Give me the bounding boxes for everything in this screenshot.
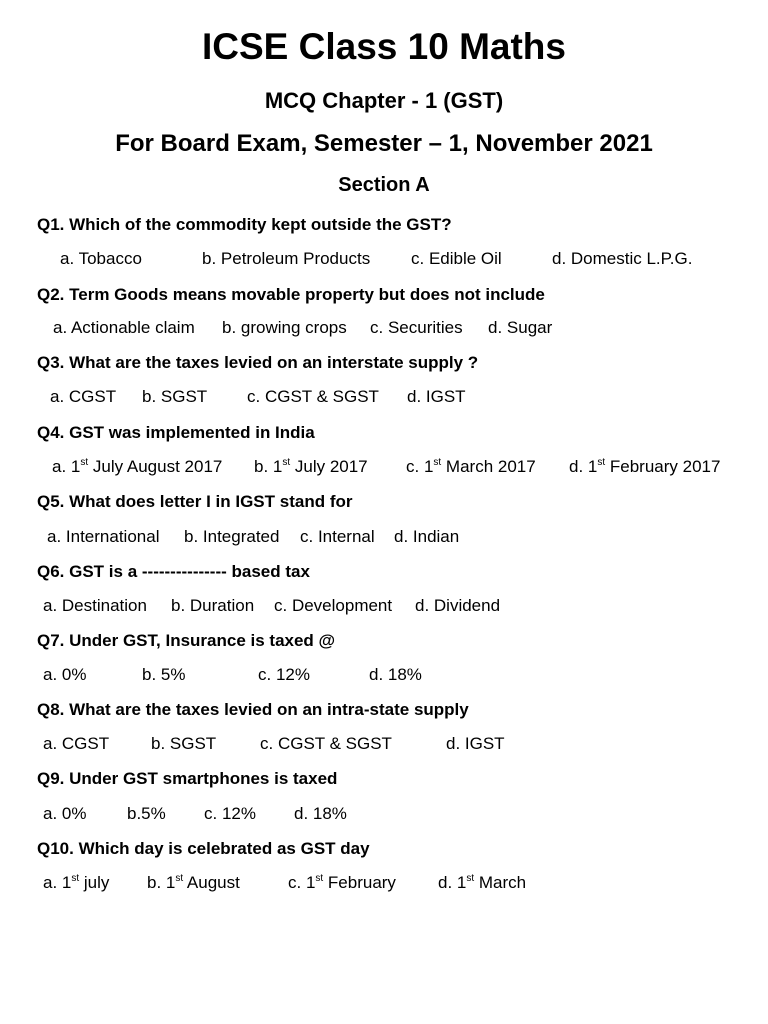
question-10-option-b <box>147 873 240 893</box>
question-9-option-a: a. 0% <box>43 804 87 823</box>
question-10-option-a-text: a. 1 <box>43 873 72 892</box>
question-1-option-c: c. Edible Oil <box>411 249 502 268</box>
question-10-option-a-sup: st <box>71 873 80 884</box>
question-9: Q9. Under GST smartphones is taxed <box>37 769 338 788</box>
question-10-option-c-text: c. 1 <box>288 873 316 892</box>
question-10-option-c-suffix: February <box>323 873 396 892</box>
question-10-option-b-sup: st <box>175 873 184 884</box>
question-5-option-a: a. International <box>47 527 160 546</box>
question-5-option-c: c. Internal <box>300 527 375 546</box>
question-6-option-b: b. Duration <box>171 596 255 615</box>
question-6: Q6. GST is a --------------- based tax <box>37 562 310 581</box>
question-4-option-b-text: b. 1 <box>254 457 283 476</box>
question-4-option-c-text: c. 1 <box>406 457 434 476</box>
question-4-option-d-sup: st <box>597 457 606 468</box>
question-10-option-d-text: d. 1 <box>438 873 467 892</box>
question-4-option-d-suffix: February 2017 <box>605 457 721 476</box>
question-10-option-a <box>43 873 109 893</box>
question-10-option-c <box>288 873 396 893</box>
question-6-option-c: c. Development <box>274 596 393 615</box>
question-10-option-b-text: b. 1 <box>147 873 176 892</box>
question-8-option-c: c. CGST & SGST <box>260 734 392 753</box>
question-7-option-a: a. 0% <box>43 665 87 684</box>
question-4: Q4. GST was implemented in India <box>37 423 315 442</box>
section-heading: Section A <box>338 174 430 196</box>
question-4-option-d <box>569 457 720 477</box>
question-2-option-c: c. Securities <box>370 318 463 337</box>
question-4-option-a-sup: st <box>80 457 89 468</box>
question-8-option-d: d. IGST <box>446 734 505 753</box>
question-1-option-d: d. Domestic L.P.G. <box>552 249 693 268</box>
question-7-option-d: d. 18% <box>369 665 422 684</box>
question-4-option-a <box>52 457 222 477</box>
question-4-option-b-sup: st <box>282 457 291 468</box>
question-10-option-d-sup: st <box>466 873 475 884</box>
question-2: Q2. Term Goods means movable property but does not include <box>37 285 545 304</box>
question-4-option-a-suffix: July August 2017 <box>88 457 223 476</box>
question-3-option-d: d. IGST <box>407 387 466 406</box>
question-4-option-a-text: a. 1 <box>52 457 81 476</box>
question-8-option-b: b. SGST <box>151 734 217 753</box>
question-1-option-a: a. Tobacco <box>60 249 142 268</box>
question-4-option-c <box>406 457 536 477</box>
question-9-option-b: b.5% <box>127 804 166 823</box>
exam-heading: For Board Exam, Semester – 1, November 2021 <box>115 130 653 157</box>
question-5: Q5. What does letter I in IGST stand for <box>37 492 353 511</box>
question-2-option-a: a. Actionable claim <box>53 318 195 337</box>
question-5-option-d: d. Indian <box>394 527 460 546</box>
page-title: ICSE Class 10 Maths <box>202 26 566 67</box>
question-4-option-c-suffix: March 2017 <box>441 457 536 476</box>
question-4-option-d-text: d. 1 <box>569 457 598 476</box>
question-3-option-b: b. SGST <box>142 387 208 406</box>
question-10-option-a-suffix: july <box>79 873 110 892</box>
question-2-option-d: d. Sugar <box>488 318 553 337</box>
question-4-option-b <box>254 457 368 477</box>
question-10-option-d <box>438 873 526 893</box>
question-1-option-b: b. Petroleum Products <box>202 249 371 268</box>
question-8-option-a: a. CGST <box>43 734 110 753</box>
question-7: Q7. Under GST, Insurance is taxed @ <box>37 631 336 650</box>
question-3: Q3. What are the taxes levied on an interstate supply ? <box>37 353 479 372</box>
question-9-option-d: d. 18% <box>294 804 347 823</box>
question-4-option-c-sup: st <box>433 457 442 468</box>
question-6-option-d: d. Dividend <box>415 596 501 615</box>
question-3-option-a: a. CGST <box>50 387 117 406</box>
question-1: Q1. Which of the commodity kept outside the GST? <box>37 215 452 234</box>
question-8: Q8. What are the taxes levied on an intra-state supply <box>37 700 469 719</box>
question-7-option-c: c. 12% <box>258 665 310 684</box>
question-6-option-a: a. Destination <box>43 596 147 615</box>
question-7-option-b: b. 5% <box>142 665 186 684</box>
question-4-option-b-suffix: July 2017 <box>290 457 368 476</box>
question-10: Q10. Which day is celebrated as GST day <box>37 839 370 858</box>
chapter-heading: MCQ Chapter - 1 (GST) <box>264 88 504 113</box>
question-10-option-d-suffix: March <box>474 873 527 892</box>
question-5-option-b: b. Integrated <box>184 527 280 546</box>
question-10-option-b-suffix: August <box>183 873 240 892</box>
question-2-option-b: b. growing crops <box>222 318 347 337</box>
question-10-option-c-sup: st <box>315 873 324 884</box>
question-9-option-c: c. 12% <box>204 804 256 823</box>
question-3-option-c: c. CGST & SGST <box>247 387 379 406</box>
